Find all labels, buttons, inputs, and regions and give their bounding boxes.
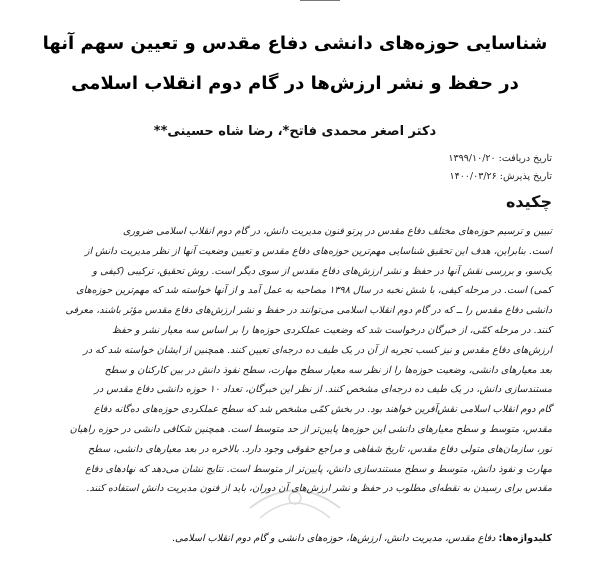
abstract-line: مهارت و نفوذ دانش، متوسط و سطح مستندسازی دانش، پایین‌تر از متوسط است. نتایج نشان می‌دهد که نهادهای دفاع xyxy=(85,463,552,475)
author-names: دکتر اصغر محمدی فاتح*، رضا شاه حسینی** xyxy=(153,124,437,139)
abstract-line: نور، سازمان‌های متولی دفاع مقدس، تاریخ شفاهی و مراجع حقوقی وجود دارد. بالاخره در بعد معیارهای دانشی، سطح xyxy=(88,443,552,455)
abstract-line: بعد معیارهای دانشی، وضعیت حوزه‌ها را از نظر سه معیار سطح مهارت، سطح نفوذ دانش در بین کارکنان و سطح xyxy=(104,364,552,376)
abstract-line: است. بنابراین، هدف این تحقیق شناسایی مهم‌ترین حوزه‌های دفاع مقدس و تعیین وضعیت آنها از نظر مدیریت دانش از xyxy=(84,245,552,257)
abstract-heading: چکیده xyxy=(505,192,552,211)
abstract-body xyxy=(42,222,552,499)
received-date: تاریخ دریافت: ۱۳۹۹/۱۰/۲۰ xyxy=(448,153,552,164)
abstract-line: دانشی دفاع مقدس را ــ که در گام دوم انقلاب اسلامی می‌توانند در حفظ و نشر ارزش‌های دفاع مقدس مؤثر باشند، معرفی xyxy=(65,305,552,317)
article-title xyxy=(40,24,550,104)
abstract-line: کمی) است. در مرحله کیفی، با شش نخبه در سال ۱۳۹۸ مصاحبه به عمل آمد و از آنها خواسته شد که مهم‌ترین حوزه‌های xyxy=(76,285,552,297)
keywords-text: دفاع مقدس، مدیریت دانش، ارزش‌ها، حوزه‌های دانشی و گام دوم انقلاب اسلامی. xyxy=(172,533,496,544)
abstract-line: تبیین و ترسیم حوزه‌های مختلف دفاع مقدس در پرتو فنون مدیریت دانش، در گام دوم انقلاب اسلامی ضروری xyxy=(122,226,552,237)
portal-watermark-logo xyxy=(240,468,350,538)
page-top-rule xyxy=(300,0,340,5)
keywords-section xyxy=(42,530,552,548)
accepted-date: تاریخ پذیرش: ۱۴۰۰/۰۳/۲۶ xyxy=(449,171,552,182)
keywords-label: کلیدواژه‌ها: xyxy=(498,533,552,544)
abstract-line: گام دوم انقلاب اسلامی نقش‌آفرین خواهند بود. در بخش کمّی مشخص شد که سطح عملکردی حوزه‌های ده‌گانه دفاع xyxy=(94,404,552,416)
article-title-line-1: شناسایی حوزه‌های دانشی دفاع مقدس و تعیین سهم آنها xyxy=(42,33,548,54)
abstract-line: یک‌سو، و بررسی نقش آنها در حفظ و نشر ارزش‌های دفاع مقدس از سوی دیگر است. روش تحقیق، ترکیبی (کیفی و xyxy=(92,265,552,277)
submission-dates xyxy=(352,150,552,186)
abstract-line: ارزش‌های دفاع مقدس و نیز کسب تجربه از آن در یک طیف ده درجه‌ای تعیین کنند. همچنین از ایشان خواسته شد که در xyxy=(83,344,552,356)
abstract-line: مقدس، متوسط و سطح معیارهای دانشی این حوزه‌ها پایین‌تر از حد متوسط است. همچنین شکافی دانشی در حوزه راهیان xyxy=(69,423,552,435)
abstract-line: مقدس برای رسیدن به نقطه‌ای مطلوب در حفظ و نشر ارزش‌های آن دوران، باید از فنون مدیریت دانش استفاده کنند. xyxy=(86,483,552,495)
watermark-emblem-icon xyxy=(240,468,350,538)
article-title-line-2: در حفظ و نشر ارزش‌ها در گام دوم انقلاب اسلامی xyxy=(71,73,519,94)
abstract-line: کنند. در مرحله کمّی، از خبرگان درخواست شد که وضعیت عملکردی حوزه‌ها را بر اساس سه معیار نشر و حفظ xyxy=(112,324,552,336)
abstract-line: مستندسازی دانش، در یک طیف ده درجه‌ای مشخص کنند. از نظر این خبرگان، تعداد ۱۰ حوزه دانشی دفاع مقدس در xyxy=(94,384,552,396)
